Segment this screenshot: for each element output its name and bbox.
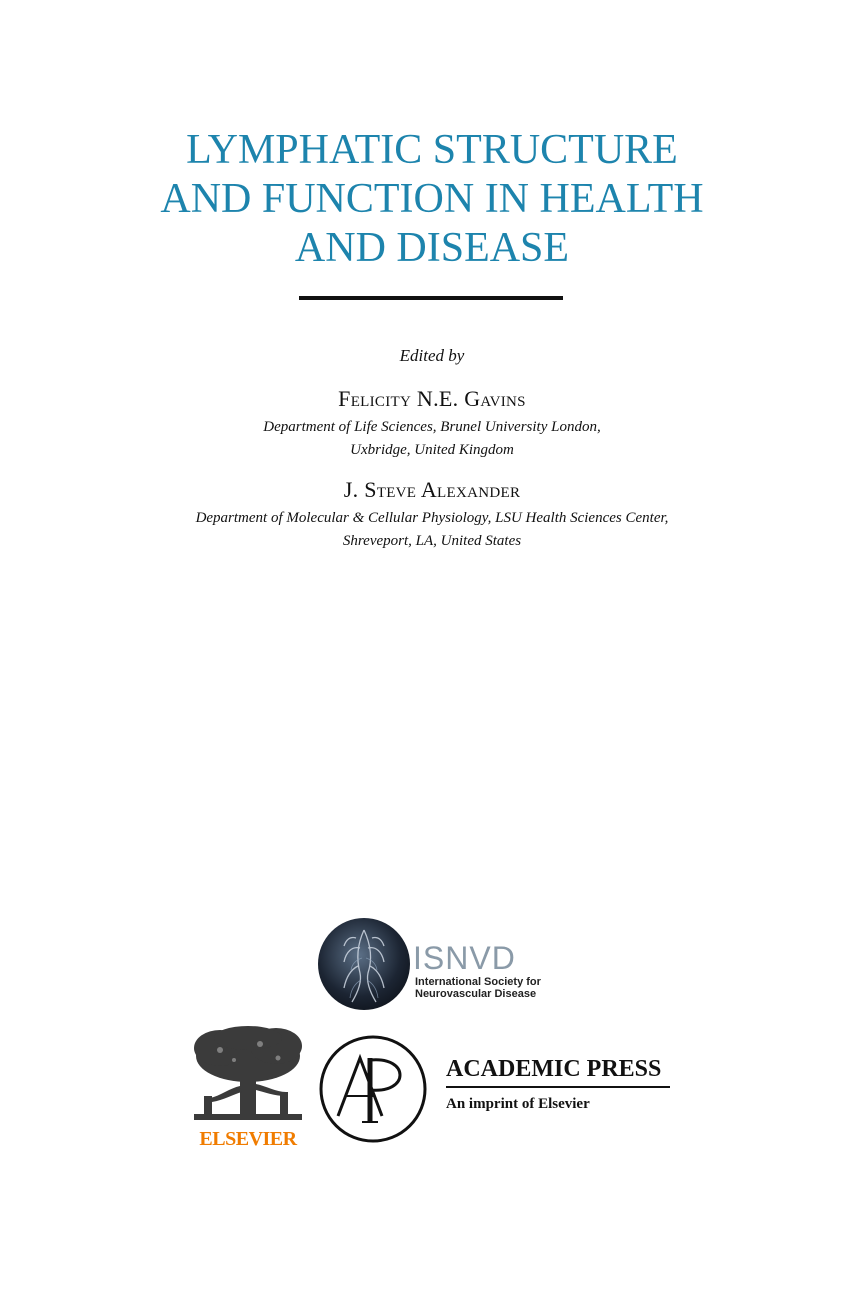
isnvd-logo — [318, 918, 558, 1010]
isnvd-emblem-icon — [318, 918, 410, 1010]
editor-affiliation-2-line-1: Department of Molecular & Cellular Physiology, LSU Health Sciences Center, — [195, 510, 669, 526]
title-divider — [299, 296, 563, 300]
book-title — [0, 126, 864, 273]
editor-affiliation-1-line-1: Department of Life Sciences, Brunel University London, — [263, 419, 601, 435]
isnvd-full-name-line-2: Neurovascular Disease — [415, 988, 537, 1000]
editor-affiliation-2 — [0, 507, 864, 553]
book-title-line-3: AND DISEASE — [294, 225, 570, 271]
edited-by-label: Edited by — [399, 346, 465, 365]
isnvd-full-name — [415, 976, 541, 1000]
editor-affiliation-1 — [0, 416, 864, 462]
academic-press-ap-icon — [318, 1034, 428, 1144]
editor-affiliation-2-line-2: Shreveport, LA, United States — [342, 533, 522, 549]
academic-press-text — [446, 1056, 670, 1113]
elsevier-tree-icon — [190, 1026, 306, 1126]
elsevier-wordmark: ELSEVIER — [199, 1128, 297, 1150]
editor-affiliation-1-line-2: Uxbridge, United Kingdom — [350, 442, 514, 458]
academic-press-name: ACADEMIC PRESS — [446, 1056, 670, 1088]
isnvd-full-name-line-1: International Society for — [415, 976, 541, 988]
editor-name-1: Felicity N.E. Gavins — [338, 386, 526, 411]
elsevier-logo — [190, 1026, 306, 1152]
editor-name-2: J. Steve Alexander — [343, 477, 521, 502]
book-title-line-2: AND FUNCTION IN HEALTH — [160, 176, 704, 222]
book-title-line-1: LYMPHATIC STRUCTURE — [186, 127, 678, 173]
isnvd-acronym: ISNVD — [413, 940, 516, 976]
academic-press-imprint: An imprint of Elsevier — [446, 1096, 590, 1112]
